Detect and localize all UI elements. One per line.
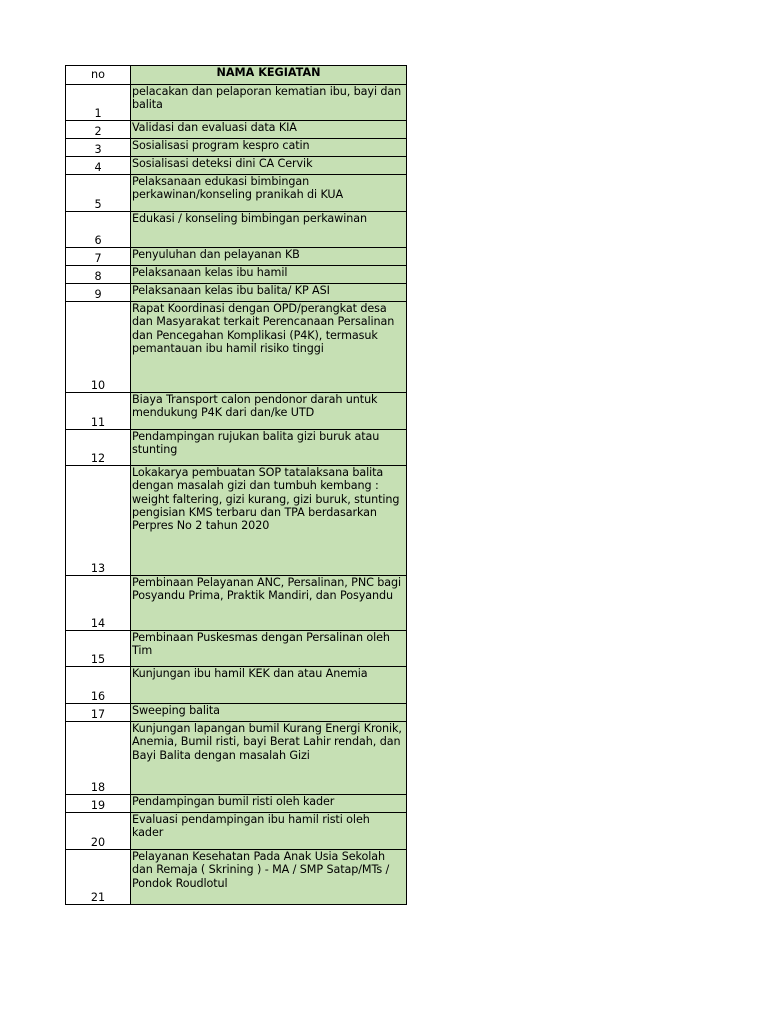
table-row <box>66 139 407 157</box>
row-kegiatan: Pelaksanaan edukasi bimbingan perkawinan/konseling pranikah di KUA <box>131 175 407 212</box>
row-number: 7 <box>66 248 131 266</box>
table-row <box>66 813 407 850</box>
table-row <box>66 175 407 212</box>
row-kegiatan: Penyuluhan dan pelayanan KB <box>131 248 407 266</box>
row-kegiatan: Kunjungan lapangan bumil Kurang Energi Kronik, Anemia, Bumil risti, bayi Berat Lahir rendah, dan Bayi Balita dengan masalah Gizi <box>131 722 407 795</box>
row-kegiatan: Pendampingan rujukan balita gizi buruk atau stunting <box>131 430 407 466</box>
table-row <box>66 466 407 576</box>
row-kegiatan: Validasi dan evaluasi data KIA <box>131 121 407 139</box>
row-number: 15 <box>66 631 131 667</box>
table-row <box>66 85 407 121</box>
row-number: 5 <box>66 175 131 212</box>
row-number: 20 <box>66 813 131 850</box>
header-no: no <box>66 66 131 85</box>
row-kegiatan: Pelaksanaan kelas ibu hamil <box>131 266 407 284</box>
row-kegiatan: Pelaksanaan kelas ibu balita/ KP ASI <box>131 284 407 302</box>
table-row <box>66 795 407 813</box>
table-header-row <box>66 66 407 85</box>
row-number: 17 <box>66 704 131 722</box>
row-kegiatan: pelacakan dan pelaporan kematian ibu, bayi dan balita <box>131 85 407 121</box>
row-kegiatan: Sosialisasi program kespro catin <box>131 139 407 157</box>
row-number: 9 <box>66 284 131 302</box>
row-kegiatan: Edukasi / konseling bimbingan perkawinan <box>131 212 407 248</box>
row-number: 18 <box>66 722 131 795</box>
row-kegiatan: Sweeping balita <box>131 704 407 722</box>
row-kegiatan: Pendampingan bumil risti oleh kader <box>131 795 407 813</box>
row-number: 21 <box>66 850 131 905</box>
row-number: 1 <box>66 85 131 121</box>
row-kegiatan: Kunjungan ibu hamil KEK dan atau Anemia <box>131 667 407 704</box>
table-row <box>66 121 407 139</box>
table-row <box>66 430 407 466</box>
row-kegiatan: Pelayanan Kesehatan Pada Anak Usia Sekolah dan Remaja ( Skrining ) - MA / SMP Satap/MTs / Pondok Roudlotul <box>131 850 407 905</box>
row-number: 8 <box>66 266 131 284</box>
row-number: 3 <box>66 139 131 157</box>
row-number: 6 <box>66 212 131 248</box>
table-row <box>66 212 407 248</box>
table-row <box>66 284 407 302</box>
row-number: 4 <box>66 157 131 175</box>
header-nama-kegiatan: NAMA KEGIATAN <box>131 66 407 85</box>
row-kegiatan: Biaya Transport calon pendonor darah untuk mendukung P4K dari dan/ke UTD <box>131 393 407 430</box>
table-row <box>66 704 407 722</box>
row-number: 11 <box>66 393 131 430</box>
table-row <box>66 393 407 430</box>
table-row <box>66 667 407 704</box>
row-kegiatan: Lokakarya pembuatan SOP tatalaksana balita dengan masalah gizi dan tumbuh kembang : weight faltering, gizi kurang, gizi buruk, stunting pengisian KMS terbaru dan TPA berdasarkan Perpres No 2 tahun 2020 <box>131 466 407 576</box>
row-kegiatan: Pembinaan Pelayanan ANC, Persalinan, PNC bagi Posyandu Prima, Praktik Mandiri, dan Posyandu <box>131 576 407 631</box>
kegiatan-table <box>65 65 407 905</box>
row-kegiatan: Pembinaan Puskesmas dengan Persalinan oleh Tim <box>131 631 407 667</box>
table-row <box>66 722 407 795</box>
row-number: 10 <box>66 302 131 393</box>
row-number: 16 <box>66 667 131 704</box>
table-row <box>66 302 407 393</box>
table-row <box>66 576 407 631</box>
table-row <box>66 266 407 284</box>
row-kegiatan: Sosialisasi deteksi dini CA Cervik <box>131 157 407 175</box>
row-number: 12 <box>66 430 131 466</box>
row-number: 2 <box>66 121 131 139</box>
row-number: 13 <box>66 466 131 576</box>
table-row <box>66 157 407 175</box>
row-number: 19 <box>66 795 131 813</box>
row-kegiatan: Rapat Koordinasi dengan OPD/perangkat desa dan Masyarakat terkait Perencanaan Persalinan dan Pencegahan Komplikasi (P4K), termasuk pemantauan ibu hamil risiko tinggi <box>131 302 407 393</box>
table-row <box>66 248 407 266</box>
table-row <box>66 850 407 905</box>
table-row <box>66 631 407 667</box>
row-kegiatan: Evaluasi pendampingan ibu hamil risti oleh kader <box>131 813 407 850</box>
row-number: 14 <box>66 576 131 631</box>
